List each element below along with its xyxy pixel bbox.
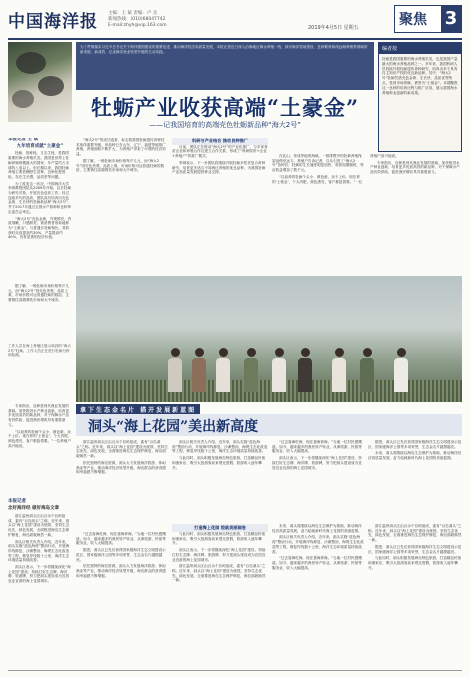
paragraph: 洞头区相关负责人介绍，近年来，洞头实施“蓝色海湾”整治行动，开展海岸线修复、沙滩整治、海堤生态化改造等工程，修复岸线数十公里，海洋生态环境质量持续改善。 (272, 535, 364, 554)
second-story-column-4 (368, 440, 462, 520)
paragraph: 与此同时，洞头积极发展海岛特色旅游，打造精品民宿和渔家乐，吸引大批游客前来观光度假，旅游收入逐年攀升。 (172, 532, 266, 546)
article-column-4 (272, 154, 462, 274)
article-column-2 (76, 138, 168, 274)
paragraph: 据了解，一般牡蛎市场价格每斤几元，而“海大2号”因壳色美观、品质上乘，市场价格可达普通牡蛎的数倍，主要销往高端餐饮市场和大中城市。 (76, 158, 165, 173)
intro-banner-text: 为了贯彻落实习近平总书记关于海洋强国建设的重要论述，推动海洋经济高质量发展，本报记者近日深入沿海地区海水养殖一线，探访海洋牧场建设、良种繁育和深远海养殖等领域的新发展、新成效，记录海洋渔业转型升级的生动实践。 (80, 45, 368, 54)
section-label-box (394, 5, 462, 33)
left-article-column-continued (8, 284, 72, 342)
issue-info (108, 11, 268, 29)
second-story-headline: 洞头“海上花园”美出新高度 (88, 419, 259, 435)
editor-note-title: 编者按 (379, 43, 461, 54)
second-story-column-3 (272, 440, 364, 520)
paragraph: 依托独特的海岛资源，洞头大力发展海洋旅游、休闲渔业等产业，推动海洋经济转型升级，海岛群众的获得感和幸福感不断增强。 (76, 460, 166, 475)
issue-date: 2019年4月5日 星期五 (308, 25, 359, 31)
paragraph: 据了解，一般牡蛎市场价格每斤几元，而“海大2号”因壳色美观、品质上乘，市场价格可达普通牡蛎的数倍，主要销往高端餐饮市场和大中城市。 (8, 284, 70, 303)
paragraph: 洞头区表示，下一步将继续深化“海上花园”建设，持续打好生态牌、海洋牌、旅游牌，努力把洞头建设成为宜居宜业宜游的海上花园城市。 (272, 456, 362, 470)
paragraph: 李琪表示，下一步团队将继续开展牡蛎多性状复合育种研究，培育更多适合不同海区养殖的优良品种，为我国牡蛎产业高质量发展提供种业支撑。 (172, 160, 266, 175)
second-story-column-4-continued (368, 524, 462, 666)
intro-banner (76, 42, 374, 90)
paragraph: 洞头区表示，下一步将继续深化“海上花园”建设，持续打好生态牌、海洋牌、旅游牌，努力把洞头建设成为宜居宜业宜游的海上花园城市。 (172, 548, 266, 562)
paragraph: 洞头区相关负责人介绍，近年来，洞头实施“蓝色海湾”整治行动，开展海岸线修复、沙滩整治、海堤生态化改造等工程，修复岸线数十公里，海洋生态环境质量持续改善。 (8, 539, 70, 563)
editor-note-box (378, 42, 462, 152)
bottom-left-subhead: 念好海洋经 做好海岛文章 (8, 506, 60, 511)
paragraph: 浙江温州洞头区由百余个岛屿组成，素有“百岛洞头”之称。近年来，洞头以“海上花园”建设为统领，坚持生态优先、绿色发展，全面推进海岛生态保护修复，海岛面貌焕然一新。 (8, 514, 70, 537)
oyster-harvest-photo (76, 276, 462, 402)
issue-info-line: 新闻热线：(010)68047742 (108, 17, 166, 22)
oyster-photo (8, 42, 72, 122)
paragraph: “海大2号”壳色金黄，外观鲜亮，肉质细嫩，口感鲜美，被消费者形象地称为“土豪金”。与普通长牡蛎相比，其收获时壳高提高约30%，产量提高约40%，具有显著的经济价值。 (8, 216, 72, 240)
paragraph: 与此同时，洞头积极发展海岛特色旅游，打造精品民宿和渔家乐，吸引大批游客前来观光度假，旅游收入逐年攀升。 (368, 556, 462, 570)
bottom-left-byline: 本报记者 (8, 499, 26, 504)
paragraph: “过去靠海吃海，现在靠海养海。”当地一位村民感慨道。如今，越来越多的渔民转产转业，从事旅游、民宿等服务业，收入大幅提高。 (272, 556, 362, 570)
second-story-column-1-continued (76, 532, 168, 666)
second-story-subtitle: 打造海上花园 绘就美丽画卷 (172, 524, 268, 532)
paragraph: 在乳山、荣成等地的海域，一排排整齐的牡蛎养殖筏架延伸至远方。养殖户告诉记者，自从引进了“海大2号”苗种后，牡蛎的生长速度明显加快，收获周期缩短，每亩收益增加了数千元。 (272, 154, 364, 173)
paragraph: “海大2号”的成功选育，标志着我国牡蛎遗传育种技术取得重要突破。该品种已在山东、辽宁、福建等地推广养殖，养殖面积不断扩大，为养殖户带来了可观的经济效益。 (76, 138, 166, 157)
bottom-left-column (8, 514, 72, 666)
paragraph: 目前，团队正在推动“海大2号”的产业化推广，与多家育苗企业和养殖合作社建立合作关系，形成了“科研院所+企业+养殖户”的推广模式。 (172, 144, 268, 159)
left-subtitle: 九年培育成就“土豪金” (16, 143, 64, 149)
paragraph: “过去靠海吃海，现在靠海养海。”当地一位村民感慨道。如今，越来越多的渔民转产转业，从事旅游、民宿等服务业，收入大幅提高。 (272, 440, 362, 454)
second-story-column-2 (172, 440, 268, 520)
main-subhead: ——记我国培育的高端壳色牡蛎新品种“海大2号” (149, 121, 301, 129)
paragraph: 洞头区相关负责人介绍，近年来，洞头实施“蓝色海湾”整治行动，开展海岸线修复、沙滩整治、海堤生态化改造等工程，修复岸线数十公里，海洋生态环境质量持续改善。 (172, 440, 268, 454)
paragraph: “过去靠海吃海，现在靠海养海。”当地一位村民感慨道。如今，越来越多的渔民转产转业，从事旅游、民宿等服务业，收入大幅提高。 (76, 532, 166, 546)
second-story-tag-line (76, 404, 462, 414)
page-number: 3 (441, 6, 461, 32)
paragraph: 牡蛎，俗称蚝，又名生蚝，是我国重要的海水养殖贝类。我国是世界上牡蛎养殖规模最大的国家，年产量约占全球的八成以上。但长期以来，我国牡蛎养殖主要依赖野生苗种，良种化程度低，存在生长慢、品质差等问题。 (8, 151, 70, 179)
paragraph: 专家指出，良种是现代渔业发展的基础。加快推进水产种业创新，培育更多优质高效的新品种，对于保障水产品有效供给、促进渔民增收具有重要意义。 (8, 404, 70, 427)
editor-note-body: 牡蛎是我国重要的海水养殖贝类，也是我国产量最大的海水养殖品种之一。多年来，我国科研人员持续开展牡蛎遗传育种研究，培育出多个具有自主知识产权的优良新品种。其中，“海大2号”牡蛎凭借壳色金黄、生长快、品质优等特点，受到市场青睐，被誉为“土豪金”。本期聚焦这一良种的培育历程与推广应用，展示我国海水养殖种业创新的新成果。 (382, 57, 458, 95)
main-headline: 牡蛎产业收获高端“土豪金” (90, 95, 360, 120)
paragraph: 浙江温州洞头区由百余个岛屿组成，素有“百岛洞头”之称。近年来，洞头以“海上花园”建设为统领，坚持生态优先、绿色发展，全面推进海岛生态保护修复，海岛面貌焕然一新。 (172, 564, 266, 583)
masthead-rule (8, 38, 462, 40)
paragraph: 未来，洞头将继续以海岛生态保护为基础，推动海洋经济高质量发展，奋力绘就新时代海上花园的美丽蓝图。 (272, 524, 362, 533)
second-story-column-1 (76, 440, 168, 520)
paragraph: 据悉，洞头区已先后获得国家级海洋生态文明建设示范区、国家级海洋公园等多项荣誉，生态金名片越擦越亮。 (76, 548, 166, 562)
paragraph: 据悉，洞头区已先后获得国家级海洋生态文明建设示范区、国家级海洋公园等多项荣誉，生态金名片越擦越亮。 (368, 440, 462, 449)
paragraph: 未来，洞头将继续以海岛生态保护为基础，推动海洋经济高质量发展，奋力绘就新时代海上花园的美丽蓝图。 (368, 451, 462, 461)
paragraph: 洞头区表示，下一步将继续深化“海上花园”建设，持续打好生态牌、海洋牌、旅游牌，努力把洞头建设成为宜居宜业宜游的海上花园城市。 (8, 565, 71, 584)
second-story-headline-bar (76, 414, 462, 436)
photo-caption: 工作人员在海上养殖区展示收获的“海大2号”牡蛎。工作人员正在进行牡蛎分拣和检测。 (8, 344, 71, 358)
paragraph: 与此同时，洞头积极发展海岛特色旅游，打造精品民宿和渔家乐，吸引大批游客前来观光度假，旅游收入逐年攀升。 (172, 456, 266, 470)
middle-subtitle: 科研与产业结合 推动良种推广 (172, 138, 268, 145)
paragraph: 据悉，洞头区已先后获得国家级海洋生态文明建设示范区、国家级海洋公园等多项荣誉，生态金名片越擦越亮。 (368, 544, 462, 554)
paragraph: 浙江温州洞头区由百余个岛屿组成，素有“百岛洞头”之称。近年来，洞头以“海上花园”建设为统领，坚持生态优先、绿色发展，全面推进海岛生态保护修复，海岛面貌焕然一新。 (76, 440, 168, 459)
paragraph: “以前养的牡蛎个头小、颜色暗，卖不上价。现在养的‘土豪金’，个大肉肥，颜色漂亮，客户都抢着要。”一位养殖户高兴地说。 (8, 429, 72, 448)
second-story-column-3-continued (272, 524, 364, 666)
section-name: 聚焦 (399, 12, 427, 28)
second-story-column-2-continued (172, 532, 268, 666)
second-story-tag: 拿下生态金名片 描开发展新蓝图 (76, 404, 200, 415)
paragraph: 依托独特的海岛资源，洞头大力发展海洋旅游、休闲渔业等产业，推动海洋经济转型升级，海岛群众的获得感和幸福感不断增强。 (76, 564, 166, 578)
issue-info-line: E-mail:zhyh@vip.163.com (108, 23, 167, 28)
paragraph: 为了改变这一状况，中国海洋大学李琪教授团队从2009年开始，以长牡蛎为研究对象，开展壳色选育工作。经过连续多代的选育，团队成功培育出壳色金黄、生长快的牡蛎新品种“海大2号”，并于2017年通过全国水产原种和良种审定委员会审定。 (8, 181, 72, 214)
issue-info-line: 主编：王 斌 责编：卢 圣 (108, 11, 158, 16)
paragraph: 专家指出，良种是现代渔业发展的基础。加快推进水产种业创新，培育更多优质高效的新品种，对于保障水产品有效供给、促进渔民增收具有重要意义。 (370, 160, 460, 175)
byline: 本报记者 王 斌 (8, 138, 39, 142)
footer-rule (8, 670, 462, 671)
paragraph: “以前养的牡蛎个头小、颜色暗，卖不上价。现在养的‘土豪金’，个大肉肥，颜色漂亮，客户都抢着要。”一位养殖户高兴地说。 (272, 154, 399, 184)
article-column-3 (172, 138, 268, 274)
left-mid-column (8, 404, 72, 494)
masthead (8, 5, 462, 39)
paragraph: 浙江温州洞头区由百余个岛屿组成，素有“百岛洞头”之称。近年来，洞头以“海上花园”建设为统领，坚持生态优先、绿色发展，全面推进海岛生态保护修复，海岛面貌焕然一新。 (368, 524, 462, 543)
newspaper-logo: 中国海洋报 (8, 12, 98, 32)
